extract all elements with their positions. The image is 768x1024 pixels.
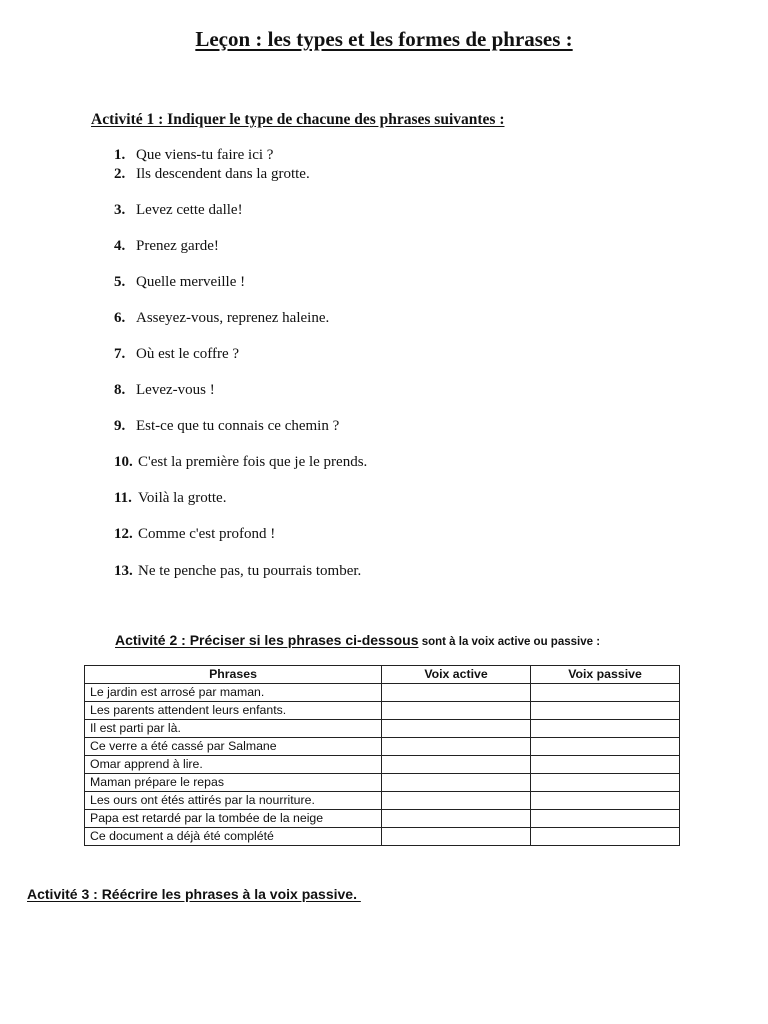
sentence-text: Ils descendent dans la grotte. <box>136 166 310 182</box>
voix-active-cell <box>382 828 531 846</box>
sentence-item <box>114 346 239 363</box>
sentence-text: C'est la première fois que je le prends. <box>138 454 368 470</box>
voix-active-cell <box>382 792 531 810</box>
table-row <box>85 738 680 756</box>
sentence-number: 1. <box>114 147 126 163</box>
phrase-cell: Les parents attendent leurs enfants. <box>85 702 382 720</box>
voix-active-cell <box>382 684 531 702</box>
activity2-heading <box>115 632 600 648</box>
voix-passive-cell <box>531 774 680 792</box>
table-row <box>85 702 680 720</box>
table-row <box>85 774 680 792</box>
sentence-number: 11. <box>114 490 132 506</box>
voix-active-cell <box>382 738 531 756</box>
sentence-text: Est-ce que tu connais ce chemin ? <box>136 418 340 434</box>
phrase-cell: Le jardin est arrosé par maman. <box>85 684 382 702</box>
voix-active-cell <box>382 810 531 828</box>
sentence-text: Voilà la grotte. <box>138 490 227 506</box>
voix-active-cell <box>382 774 531 792</box>
voix-passive-cell <box>531 702 680 720</box>
sentence-item <box>114 526 275 543</box>
sentence-number: 6. <box>114 310 126 326</box>
sentence-item <box>114 310 329 327</box>
sentence-number: 13. <box>114 563 133 579</box>
voix-passive-cell <box>531 720 680 738</box>
sentence-text: Que viens-tu faire ici ? <box>136 147 274 163</box>
sentence-item <box>114 418 339 435</box>
voix-active-cell <box>382 702 531 720</box>
sentence-item <box>114 454 367 471</box>
table-row <box>85 756 680 774</box>
phrase-cell: Omar apprend à lire. <box>85 756 382 774</box>
activity2-heading-tail: sont à la voix active ou passive : <box>418 636 601 648</box>
column-header-voix-passive: Voix passive <box>531 666 680 684</box>
sentence-number: 4. <box>114 238 126 254</box>
voix-active-cell <box>382 720 531 738</box>
voix-passive-cell <box>531 828 680 846</box>
voix-passive-cell <box>531 738 680 756</box>
column-header-phrases: Phrases <box>85 666 382 684</box>
sentence-text: Comme c'est profond ! <box>138 526 276 542</box>
phrase-cell: Il est parti par là. <box>85 720 382 738</box>
activity1-heading: Activité 1 : Indiquer le type de chacune des phrases suivantes : <box>91 111 505 128</box>
sentence-number: 9. <box>114 418 126 434</box>
voix-passive-cell <box>531 684 680 702</box>
sentence-number: 5. <box>114 274 126 290</box>
sentence-number: 8. <box>114 382 126 398</box>
voice-table <box>84 665 680 846</box>
sentence-number: 2. <box>114 166 126 182</box>
phrase-cell: Ce document a déjà été complété <box>85 828 382 846</box>
sentence-text: Prenez garde! <box>136 238 219 254</box>
phrase-cell: Papa est retardé par la tombée de la neige <box>85 810 382 828</box>
sentence-item <box>114 274 245 291</box>
page-title: Leçon : les types et les formes de phrases : <box>195 27 573 51</box>
sentence-item <box>114 382 215 399</box>
voix-passive-cell <box>531 756 680 774</box>
table-row <box>85 684 680 702</box>
sentence-text: Levez cette dalle! <box>136 202 243 218</box>
sentence-number: 10. <box>114 454 133 470</box>
sentence-item <box>114 147 273 164</box>
sentence-item <box>114 238 219 255</box>
sentence-item <box>114 166 310 183</box>
sentence-text: Quelle merveille ! <box>136 274 246 290</box>
sentence-number: 3. <box>114 202 126 218</box>
voix-passive-cell <box>531 810 680 828</box>
sentence-item <box>114 563 361 580</box>
phrase-cell: Ce verre a été cassé par Salmane <box>85 738 382 756</box>
activity2-heading-main: Activité 2 : Préciser si les phrases ci-dessous <box>115 632 419 648</box>
table-row <box>85 792 680 810</box>
phrase-cell: Maman prépare le repas <box>85 774 382 792</box>
table-row <box>85 810 680 828</box>
phrase-cell: Les ours ont étés attirés par la nourriture. <box>85 792 382 810</box>
sentence-text: Ne te penche pas, tu pourrais tomber. <box>138 563 362 579</box>
voice-table-header-row <box>85 666 680 684</box>
table-row <box>85 720 680 738</box>
sentence-number: 7. <box>114 346 126 362</box>
sentence-item <box>114 202 243 219</box>
sentence-text: Où est le coffre ? <box>136 346 240 362</box>
table-row <box>85 828 680 846</box>
sentence-text: Asseyez-vous, reprenez haleine. <box>136 310 330 326</box>
sentence-item <box>114 490 226 507</box>
column-header-voix-active: Voix active <box>382 666 531 684</box>
voix-passive-cell <box>531 792 680 810</box>
sentence-number: 12. <box>114 526 133 542</box>
voix-active-cell <box>382 756 531 774</box>
sentence-text: Levez-vous ! <box>136 382 215 398</box>
activity3-heading: Activité 3 : Réécrire les phrases à la voix passive. <box>27 886 361 902</box>
